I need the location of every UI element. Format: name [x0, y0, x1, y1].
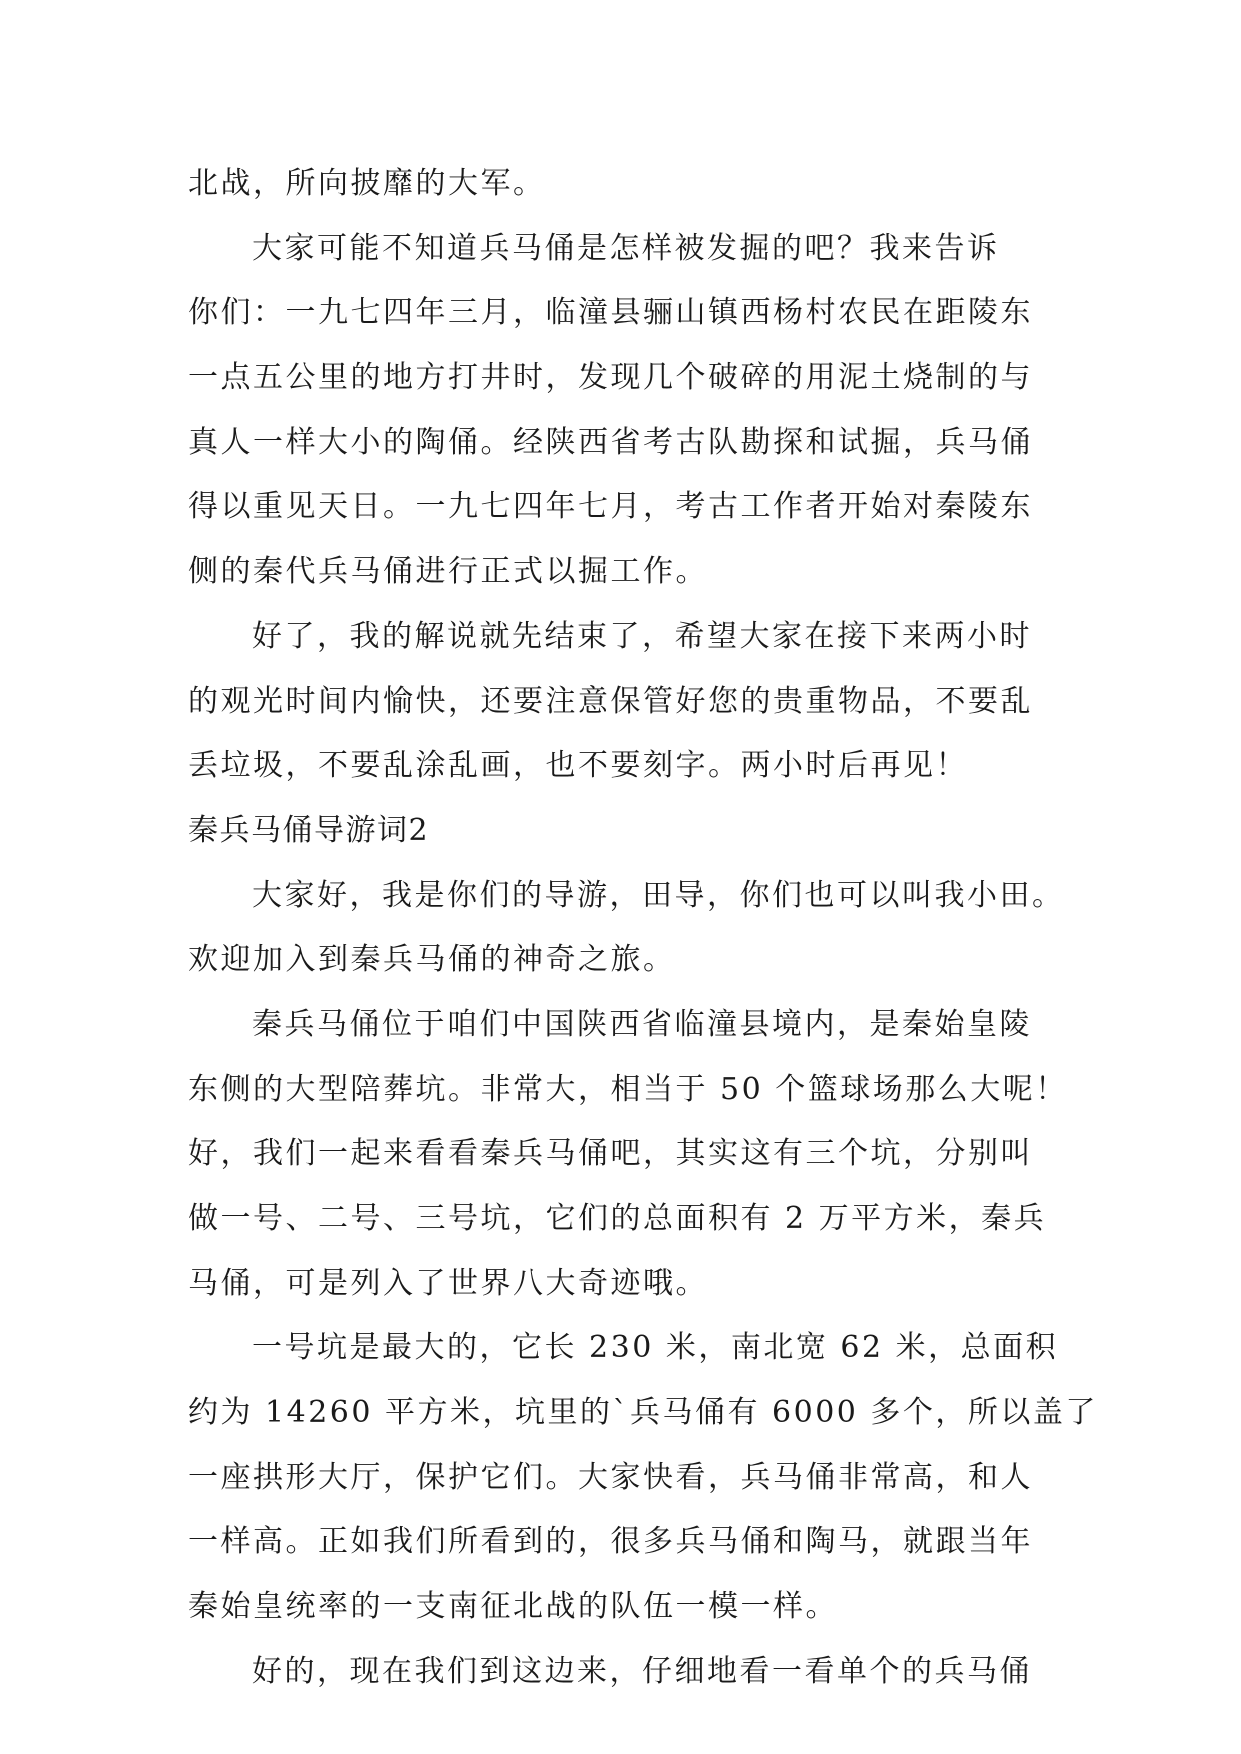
paragraph-start-line: 大家好，我是你们的导游，田导，你们也可以叫我小田。	[252, 877, 1065, 913]
text-line: 好，我们一起来看看秦兵马俑吧，其实这有三个坑，分别叫	[188, 1136, 1033, 1172]
text-line: 约为 14260 平方米，坑里的`兵马俑有 6000 多个，所以盖了	[188, 1395, 1098, 1431]
text-line: 欢迎加入到秦兵马俑的神奇之旅。	[188, 942, 676, 978]
text-line: 东侧的大型陪葬坑。非常大，相当于 50 个篮球场那么大呢！	[188, 1071, 1068, 1107]
text-line: 马俑，可是列入了世界八大奇迹哦。	[188, 1265, 708, 1301]
text-line: 丢垃圾，不要乱涂乱画，也不要刻字。两小时后再见！	[188, 748, 968, 784]
text-line: 一样高。正如我们所看到的，很多兵马俑和陶马，就跟当年	[188, 1524, 1033, 1560]
text-line: 秦始皇统率的一支南征北战的队伍一模一样。	[188, 1589, 838, 1625]
text-line: 一点五公里的地方打井时，发现几个破碎的用泥土烧制的与	[188, 360, 1033, 396]
text-line: 的观光时间内愉快，还要注意保管好您的贵重物品，不要乱	[188, 683, 1033, 719]
paragraph-start-line: 好了，我的解说就先结束了，希望大家在接下来两小时	[252, 618, 1032, 654]
paragraph-start-line: 大家可能不知道兵马俑是怎样被发掘的吧？我来告诉	[252, 230, 1000, 266]
text-line: 做一号、二号、三号坑，它们的总面积有 2 万平方米，秦兵	[188, 1201, 1047, 1236]
text-line: 北战，所向披靡的大军。	[188, 166, 546, 201]
body-text	[188, 152, 1098, 1705]
paragraph-start-line: 好的，现在我们到这边来，仔细地看一看单个的兵马俑	[252, 1653, 1032, 1689]
text-line: 得以重见天日。一九七四年七月，考古工作者开始对秦陵东	[188, 489, 1033, 525]
paragraph-start-line: 秦兵马俑位于咱们中国陕西省临潼县境内，是秦始皇陵	[252, 1006, 1032, 1042]
paragraph-start-line: 一号坑是最大的，它长 230 米，南北宽 62 米，总面积	[252, 1330, 1059, 1366]
text-line: 一座拱形大厅，保护它们。大家快看，兵马俑非常高，和人	[188, 1459, 1033, 1495]
text-line: 真人一样大小的陶俑。经陕西省考古队勘探和试掘，兵马俑	[188, 424, 1033, 460]
text-line: 你们：一九七四年三月，临潼县骊山镇西杨村农民在距陵东	[188, 295, 1033, 331]
section-heading: 秦兵马俑导游词2	[188, 812, 430, 848]
text-line: 侧的秦代兵马俑进行正式以掘工作。	[188, 554, 708, 590]
